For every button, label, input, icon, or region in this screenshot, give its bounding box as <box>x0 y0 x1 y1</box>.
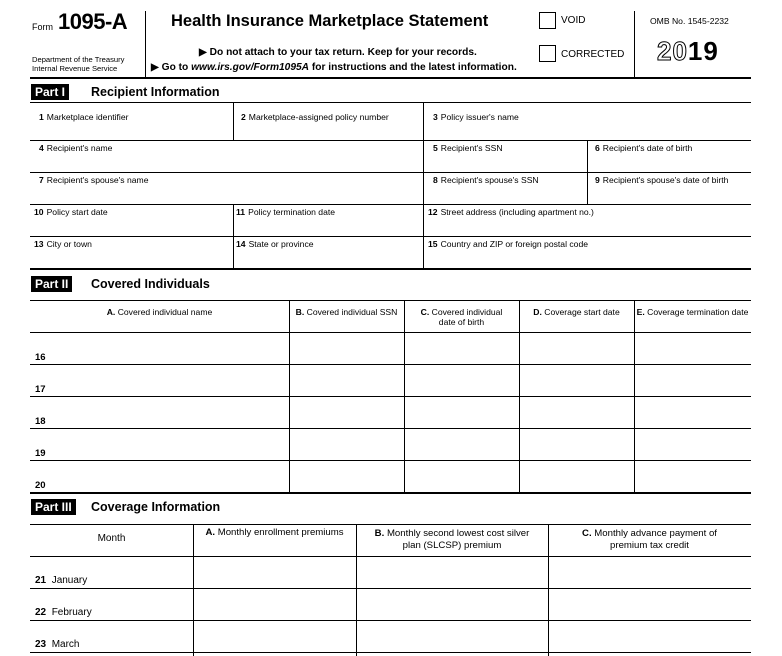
field-14-state[interactable] <box>236 239 314 249</box>
omb-number: OMB No. 1545-2232 <box>650 16 729 26</box>
form-number: 1095-A <box>58 9 128 34</box>
part3-title: Coverage Information <box>91 500 221 514</box>
col-label: Monthly second lowest cost silver <box>386 528 530 539</box>
col-label: Coverage start date <box>544 307 620 317</box>
col-label: Coverage termination date <box>647 307 749 317</box>
part2-tag: Part II <box>31 276 72 292</box>
instruction-keep-records: ▶ Do not attach to your tax return. Keep for your records. <box>199 47 477 58</box>
field-num: 13 <box>34 239 44 249</box>
row-17: 17 <box>35 384 46 395</box>
row-month: February <box>51 607 92 618</box>
field-2-policy-number[interactable] <box>241 112 389 122</box>
part2-title: Covered Individuals <box>91 277 210 291</box>
col-label-line2: date of birth <box>438 317 485 327</box>
row-num: 21 <box>35 575 47 586</box>
col-label: Covered individual <box>431 307 503 317</box>
field-5-recipient-ssn[interactable] <box>433 143 503 153</box>
field-label: Recipient's SSN <box>440 143 503 153</box>
field-label: Marketplace-assigned policy number <box>248 112 389 122</box>
col-b-covered-ssn <box>289 307 404 317</box>
tax-year-prefix: 20 <box>657 36 688 66</box>
field-num: 5 <box>433 143 438 153</box>
field-12-street-address[interactable] <box>428 207 594 217</box>
field-6-recipient-dob[interactable] <box>595 143 692 153</box>
field-num: 12 <box>428 207 438 217</box>
field-label: Street address (including apartment no.) <box>440 207 594 217</box>
void-checkbox[interactable] <box>539 12 556 29</box>
row-month: January <box>51 575 88 586</box>
field-num: 2 <box>241 112 246 122</box>
col-letter: A. <box>205 527 216 538</box>
row-month: March <box>51 639 80 650</box>
irs-name: Internal Revenue Service <box>32 64 118 73</box>
col-label: Monthly enrollment premiums <box>217 527 344 538</box>
field-9-spouse-dob[interactable] <box>595 175 728 185</box>
field-num: 15 <box>428 239 438 249</box>
field-7-spouse-name[interactable] <box>39 175 148 185</box>
field-label: Recipient's name <box>46 143 113 153</box>
col-b-slcsp-premium <box>356 528 548 552</box>
tax-year-suffix: 19 <box>687 36 719 66</box>
col-label: Month <box>97 533 126 544</box>
col-letter: A. <box>106 307 116 317</box>
irs-link[interactable]: www.irs.gov/Form1095A <box>191 62 310 73</box>
col-letter: C. <box>420 307 430 317</box>
col-label: Covered individual SSN <box>306 307 398 317</box>
row-22-february <box>35 607 92 618</box>
field-num: 7 <box>39 175 44 185</box>
part1-title: Recipient Information <box>91 85 220 99</box>
field-num: 10 <box>34 207 44 217</box>
col-letter: D. <box>533 307 542 317</box>
field-num: 8 <box>433 175 438 185</box>
field-label: City or town <box>46 239 92 249</box>
part3-tag: Part III <box>31 499 76 515</box>
field-num: 9 <box>595 175 600 185</box>
field-label: Recipient's spouse's date of birth <box>602 175 729 185</box>
field-label: Recipient's date of birth <box>602 143 693 153</box>
col-letter: E. <box>636 307 645 317</box>
field-label: Policy termination date <box>248 207 336 217</box>
void-label: VOID <box>561 15 586 26</box>
col-letter: B. <box>295 307 305 317</box>
field-label: State or province <box>248 239 314 249</box>
col-label: Covered individual name <box>117 307 213 317</box>
col-month <box>30 534 193 544</box>
field-4-recipient-name[interactable] <box>39 143 112 153</box>
field-1-marketplace-identifier[interactable] <box>39 112 128 122</box>
row-19: 19 <box>35 448 46 459</box>
instruction-prefix: ▶ Go to <box>151 62 192 73</box>
field-num: 6 <box>595 143 600 153</box>
field-num: 1 <box>39 112 44 122</box>
field-10-policy-start[interactable] <box>34 207 108 217</box>
col-label: Monthly advance payment of <box>594 528 717 539</box>
field-15-country-zip[interactable] <box>428 239 588 249</box>
dept-treasury: Department of the Treasury <box>32 55 125 64</box>
col-letter: C. <box>582 528 592 539</box>
row-18: 18 <box>35 416 46 427</box>
instruction-suffix: for instructions and the latest information. <box>309 62 517 73</box>
part1-tag: Part I <box>31 84 69 100</box>
col-a-enrollment-premiums <box>193 528 356 538</box>
row-num: 22 <box>35 607 47 618</box>
field-num: 3 <box>433 112 438 122</box>
row-num: 23 <box>35 639 47 650</box>
field-num: 11 <box>236 207 246 217</box>
col-letter: B. <box>374 528 385 539</box>
row-20: 20 <box>35 480 46 491</box>
field-label: Policy issuer's name <box>440 112 519 122</box>
field-label: Recipient's spouse's name <box>46 175 149 185</box>
row-23-march <box>35 639 79 650</box>
instruction-irs-link <box>151 62 517 73</box>
field-label: Recipient's spouse's SSN <box>440 175 539 185</box>
col-label-line2: plan (SLCSP) premium <box>402 540 502 551</box>
col-c-advance-ptc <box>548 528 751 552</box>
field-num: 4 <box>39 143 44 153</box>
col-label-line2: premium tax credit <box>610 540 689 551</box>
col-d-coverage-start <box>519 307 634 317</box>
field-label: Country and ZIP or foreign postal code <box>440 239 589 249</box>
row-21-january <box>35 575 87 586</box>
field-num: 14 <box>236 239 246 249</box>
field-3-issuer-name[interactable] <box>433 112 519 122</box>
field-label: Marketplace identifier <box>46 112 129 122</box>
corrected-label: CORRECTED <box>561 49 625 60</box>
corrected-checkbox[interactable] <box>539 45 556 62</box>
col-a-covered-name <box>30 307 289 317</box>
form-title: Health Insurance Marketplace Statement <box>171 12 489 30</box>
field-11-policy-termination[interactable] <box>236 207 335 217</box>
tax-year <box>657 36 719 67</box>
col-c-covered-dob <box>404 307 519 327</box>
col-e-coverage-termination <box>634 307 751 317</box>
field-8-spouse-ssn[interactable] <box>433 175 539 185</box>
field-label: Policy start date <box>46 207 108 217</box>
field-13-city[interactable] <box>34 239 92 249</box>
row-16: 16 <box>35 352 46 363</box>
form-word: Form <box>32 22 53 32</box>
